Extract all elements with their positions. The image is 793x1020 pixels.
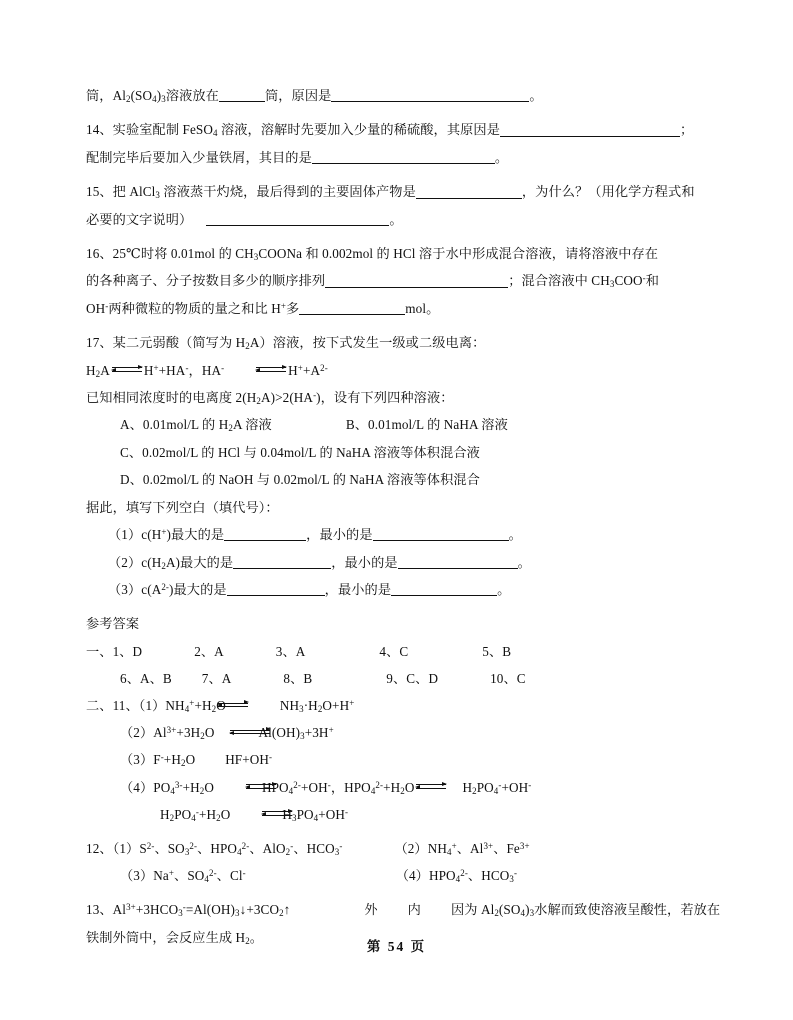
ans11-4a: （4）PO — [120, 779, 171, 795]
ans13-e: ↑ — [283, 902, 291, 918]
equilibrium-arrow-icon — [414, 780, 448, 793]
sub-2: 2 — [200, 731, 205, 742]
q17-b2-b: A)最大的是 — [165, 554, 234, 570]
ans12-2b: 、Al — [456, 840, 484, 856]
q17-option-c-text: C、0.02mol/L 的 HCl 与 0.04mol/L 的 NaHA 溶液等体积混合液 — [120, 444, 480, 460]
q17-stem-b: A）溶液，按下式发生一级或二级电离： — [249, 335, 486, 351]
sub-4: 4 — [170, 785, 175, 796]
sup-minus: - — [182, 902, 186, 913]
q16-text-e: COO — [614, 273, 643, 289]
q14-text-b: 溶液，溶解时先要加入少量的稀硫酸，其原因是 — [217, 122, 500, 138]
ans11-1e: ·H — [303, 697, 318, 713]
sup-minus: - — [313, 390, 317, 401]
ans11-4j: PO — [476, 779, 494, 795]
ans11-2c: O — [204, 725, 215, 741]
question-17-equations — [86, 357, 706, 384]
answer-3: 3、A — [275, 643, 306, 659]
ans11-5b: PO — [174, 806, 192, 822]
answers-row-6-10 — [86, 665, 706, 692]
sub-2: 2 — [285, 847, 291, 858]
sup-3-plus: 3+ — [519, 840, 530, 851]
equilibrium-arrow-icon — [254, 363, 288, 376]
question-17-blank-2 — [86, 549, 706, 576]
q16-text-c: 的各种离子、分子按数目多少的顺序排列 — [86, 273, 326, 289]
sub-4: 4 — [313, 812, 319, 823]
sup-2-minus: 2- — [293, 779, 301, 790]
question-14-line2 — [86, 144, 706, 171]
ans13-j: 铁制外筒中，会反应生成 H — [86, 929, 246, 945]
sub-3: 3 — [253, 252, 259, 263]
sub-3: 3 — [299, 704, 304, 715]
sup-3-minus: 3- — [174, 779, 183, 790]
ans11-4c: O — [204, 779, 214, 795]
q17-option-a-text-b: A 溶液 — [232, 417, 272, 433]
sub-3: 3 — [509, 874, 514, 885]
answer-11-part5 — [86, 801, 706, 828]
sup-2-minus: 2- — [161, 581, 170, 592]
ans12-3a: （3）Na — [120, 868, 169, 884]
question-16-line1 — [86, 240, 706, 267]
sup-2-minus: 2- — [375, 779, 384, 790]
question-17-stem — [86, 329, 706, 356]
sup-plus: + — [297, 362, 303, 373]
q17-option-d-text: D、0.02mol/L 的 NaOH 与 0.02mol/L 的 NaHA 溶液等体积混合 — [120, 472, 480, 488]
ans11-4d: HPO — [261, 779, 289, 795]
ans11-4k: +OH — [501, 779, 529, 795]
page-content — [86, 82, 721, 951]
q14-period: 。 — [494, 149, 509, 165]
q15-text-d: 必要的文字说明） — [86, 211, 193, 227]
sup-minus: - — [339, 840, 343, 851]
sup-3-plus: 3+ — [483, 840, 494, 851]
sup-2-minus: 2- — [146, 840, 155, 851]
sub-4: 4 — [446, 847, 452, 858]
q17-b1-period: 。 — [508, 527, 522, 543]
q15-period: 。 — [389, 211, 403, 227]
sub-2: 2 — [494, 908, 499, 919]
equilibrium-arrow-icon — [244, 780, 278, 793]
q16-text-h: 两种微粒的物质的量之和比 H — [108, 300, 281, 316]
answer-11-part1 — [86, 692, 706, 719]
blank-field[interactable] — [219, 89, 265, 103]
page-footer — [0, 935, 793, 955]
q17-b2-period: 。 — [517, 554, 531, 570]
sup-minus: - — [269, 752, 273, 763]
sub-2: 2 — [125, 94, 131, 105]
answer-4: 4、C — [379, 643, 409, 659]
sub-2: 2 — [216, 812, 221, 823]
ans12-1e: 、HCO — [293, 840, 335, 856]
answers-title — [86, 610, 706, 637]
ans11-5e: H — [282, 806, 292, 822]
sup-minus: - — [528, 779, 532, 790]
ans12-4a: （4）HPO — [395, 868, 456, 884]
sub-4: 4 — [520, 908, 526, 919]
sup-minus: - — [242, 868, 246, 879]
ans11-3c: O — [185, 752, 196, 768]
ans13-i: 水解而致使溶液呈酸性，若放在 — [534, 902, 721, 918]
q16-text-i: 多 — [286, 300, 300, 316]
ans11-3b: +H — [163, 752, 181, 768]
answer-5: 5、B — [482, 643, 512, 659]
q13-text-c: 筒，原因是 — [264, 88, 332, 103]
answer-11-part4 — [86, 774, 706, 801]
sub-4: 4 — [455, 874, 461, 885]
sub-2: 2 — [228, 423, 233, 434]
sup-minus: - — [327, 779, 331, 790]
question-17-option-a-b — [86, 411, 706, 438]
ans13-a: 13、Al — [86, 902, 127, 918]
q17-b3-c: ，最小的是 — [324, 581, 392, 597]
equilibrium-arrow-icon — [110, 363, 144, 376]
ans12-2a: （2）NH — [394, 840, 447, 856]
question-17-blank-1 — [86, 521, 706, 548]
sup-plus: + — [328, 725, 334, 736]
sub-3: 3 — [291, 812, 297, 823]
blank-field[interactable] — [500, 123, 680, 137]
ans11-4e: +OH — [300, 779, 328, 795]
ans11-3a: （3）F — [120, 752, 161, 768]
question-16-line3 — [86, 295, 706, 322]
ans12-2c: 、Fe — [493, 840, 520, 856]
ans11-4i: H — [462, 779, 473, 795]
q17-eq-f: H — [288, 362, 298, 378]
question-15-line1 — [86, 178, 706, 205]
sub-4: 4 — [212, 128, 218, 139]
sup-minus: - — [195, 806, 199, 817]
ans11-head: 二、11、（1）NH — [86, 697, 185, 713]
q17-b1-a: （1）c(H — [108, 527, 162, 543]
page-number-label: 第 54 页 — [366, 939, 427, 954]
blank-field[interactable] — [224, 528, 306, 542]
ans11-5c: +H — [198, 806, 217, 822]
question-16-line2 — [86, 267, 706, 294]
question-17-option-c — [86, 439, 706, 466]
q17-known-a: 已知相同浓度时的电离度 2(H — [86, 390, 257, 406]
ans11-3d: HF+OH — [225, 752, 270, 768]
ans13-b: +3HCO — [135, 902, 179, 918]
question-17-blank-3 — [86, 576, 706, 603]
sup-plus: + — [451, 840, 457, 851]
question-17-known — [86, 384, 706, 411]
ans11-2d: Al(OH) — [258, 725, 301, 741]
sup-minus: - — [160, 752, 164, 763]
blank-field[interactable] — [299, 302, 405, 316]
ans11-1c: O — [216, 697, 226, 713]
q17-eq-d: +HA — [158, 362, 186, 378]
q17-b2-c: ，最小的是 — [331, 554, 398, 570]
ans12-4b: 、HCO — [467, 868, 510, 884]
answer-1: 一、1、D — [86, 643, 143, 659]
q17-b1-c: ，最小的是 — [306, 527, 373, 543]
sup-plus: + — [349, 697, 355, 708]
ans11-1b: +H — [194, 697, 212, 713]
ans13-g: (SO — [498, 902, 521, 918]
sup-3-plus: 3+ — [126, 902, 136, 913]
q17-eq-c: H — [143, 362, 154, 378]
answer-9: 9、C、D — [386, 670, 439, 686]
ans11-2a: （2）Al — [120, 725, 167, 741]
sup-minus: - — [642, 273, 646, 284]
ans11-4f: ，HPO — [330, 779, 371, 795]
equilibrium-arrow-icon — [228, 726, 272, 739]
sub-4: 4 — [288, 785, 294, 796]
sub-2: 2 — [199, 785, 205, 796]
q17-b3-a: （3）c(A — [108, 581, 162, 597]
q15-text-b: 溶液蒸干灼烧，最后得到的主要固体产物是 — [160, 184, 416, 200]
q14-semicolon: ； — [680, 122, 694, 138]
sup-minus: - — [185, 362, 189, 373]
answer-11-part2 — [86, 719, 706, 746]
answer-12-line2 — [86, 862, 706, 889]
sub-3: 3 — [235, 908, 240, 919]
question-17-option-d — [86, 466, 706, 493]
q15-text-c: ，为什么？（用化学方程式和 — [521, 184, 695, 200]
question-14-line1 — [86, 116, 706, 143]
q17-option-a-text: A、0.01mol/L 的 H — [120, 417, 229, 433]
sup-minus: - — [105, 300, 109, 311]
sup-minus: - — [290, 840, 294, 851]
ans13-k: 。 — [249, 929, 264, 945]
blank-field[interactable] — [227, 583, 325, 597]
sub-2: 2 — [279, 908, 284, 919]
blank-field[interactable] — [325, 274, 508, 288]
blank-field[interactable] — [233, 555, 331, 569]
q13-period: 。 — [529, 88, 543, 103]
ans11-5d: O — [220, 806, 231, 822]
blank-field[interactable] — [416, 185, 522, 199]
q14-text-c: 配制完毕后要加入少量铁屑，其目的是 — [86, 149, 312, 165]
q16-text-g: OH — [86, 300, 106, 316]
q17-instruction-text: 据此，填写下列空白（填代号）： — [86, 499, 279, 515]
ans11-1d: NH — [279, 697, 300, 713]
sup-plus: + — [161, 527, 167, 538]
answer-12-line1 — [86, 835, 706, 862]
blank-field[interactable] — [312, 151, 495, 165]
sup-minus: - — [513, 868, 518, 879]
ans12-1b: 、SO — [154, 840, 185, 856]
sub-2: 2 — [245, 935, 250, 946]
ans11-2b: +3H — [176, 725, 201, 741]
ans11-4g: +H — [383, 779, 401, 795]
q16-text-f: 和 — [645, 273, 659, 289]
q13-text-a: 筒， — [86, 88, 113, 103]
ans11-5a: H — [160, 806, 170, 822]
sub-2: 2 — [317, 704, 323, 715]
sub-3: 3 — [300, 731, 305, 742]
sub-4: 4 — [184, 704, 190, 715]
sup-plus: + — [189, 697, 195, 708]
blank-field[interactable] — [331, 89, 529, 103]
q17-eq-g: +A — [302, 362, 321, 378]
ans13-f: 因为 Al — [450, 902, 495, 918]
sup-plus: + — [168, 868, 175, 879]
q17-known-b: A)>2(HA — [260, 390, 314, 406]
ans12-1c: 、HPO — [197, 840, 238, 856]
q17-b1-b: )最大的是 — [166, 527, 225, 543]
sup-minus: - — [345, 806, 349, 817]
sup-minus: - — [221, 362, 225, 373]
ans11-1f: O+H — [322, 697, 350, 713]
sub-2: 2 — [169, 812, 175, 823]
q17-option-b-text: B、0.01mol/L 的 NaHA 溶液 — [345, 417, 508, 433]
sub-3: 3 — [184, 847, 190, 858]
q14-text-a: 14、实验室配制 FeSO — [86, 122, 213, 138]
answer-11-part3 — [86, 746, 706, 773]
q16-text-j: mol。 — [405, 300, 440, 316]
sub-2: 2 — [256, 396, 261, 407]
sup-plus: + — [153, 362, 159, 373]
sub-4: 4 — [370, 785, 376, 796]
ans11-5g: +OH — [318, 806, 346, 822]
sub-2: 2 — [180, 758, 186, 769]
sub-2: 2 — [161, 560, 166, 571]
q16-text-d: ；混合溶液中 CH — [508, 273, 610, 289]
q17-b3-b: )最大的是 — [169, 581, 227, 597]
sub-2: 2 — [472, 785, 477, 796]
ans12-3c: 、Cl — [216, 868, 243, 884]
ans13-c: =Al(OH) — [185, 902, 236, 918]
sub-2: 2 — [211, 704, 217, 715]
ans13-d: ↓+3CO — [239, 902, 280, 918]
sub-3: 3 — [529, 908, 535, 919]
q17-stem-a: 17、某二元弱酸（简写为 H — [86, 335, 246, 351]
ans11-4h: O — [404, 779, 415, 795]
q17-b2-a: （2）c(H — [108, 554, 162, 570]
sub-4: 4 — [237, 847, 242, 858]
sub-2: 2 — [400, 785, 405, 796]
question-13-continuation: 筒，$Al_2(SO_4)_3$溶液放在 筒，原因是 。 — [86, 88, 543, 105]
blank-field[interactable] — [398, 555, 518, 569]
sup-minus: - — [498, 779, 502, 790]
sup-3-plus: 3+ — [166, 725, 177, 736]
sup-plus: + — [280, 300, 286, 311]
q17-eq-b: A — [100, 362, 110, 378]
answer-10: 10、C — [490, 670, 526, 686]
blank-field[interactable] — [373, 528, 509, 542]
answer-7: 7、A — [201, 670, 232, 686]
ans13-wai: 外 — [364, 902, 378, 918]
sup-2-minus: 2- — [460, 868, 468, 879]
q16-text-b: COONa 和 0.002mol 的 HCl 溶于水中形成混合溶液，请将溶液中存在 — [258, 246, 659, 262]
answers-section — [86, 610, 721, 950]
sub-3: 3 — [155, 190, 161, 201]
blank-field[interactable] — [391, 583, 497, 597]
sub-4: 4 — [493, 785, 499, 796]
q13-text-b: 溶液放在 — [165, 88, 219, 103]
ans12-3b: 、SO — [174, 868, 205, 884]
sup-2-minus: 2- — [241, 840, 250, 851]
sup-2-minus: 2- — [189, 840, 198, 851]
sub-3: 3 — [609, 279, 615, 290]
equilibrium-arrow-icon — [216, 698, 250, 711]
q17-b3-period: 。 — [497, 581, 511, 597]
sub-2: 2 — [95, 368, 101, 379]
question-17-instruction — [86, 494, 706, 521]
equilibrium-arrow-icon — [260, 807, 294, 820]
sub-3: 3 — [178, 908, 183, 919]
blank-field[interactable] — [206, 212, 389, 226]
q17-known-c: )，设有下列四种溶液： — [316, 390, 454, 406]
ans11-4b: +H — [182, 779, 200, 795]
answer-13-line1 — [86, 896, 721, 923]
sub-3: 3 — [161, 94, 166, 105]
ans13-h: ) — [525, 902, 530, 918]
q15-text-a: 15、把 AlCl — [86, 184, 156, 200]
answers-title-text: 参考答案 — [86, 616, 140, 632]
question-15-line2 — [86, 206, 706, 233]
q17-eq-e: ，HA — [188, 362, 222, 378]
ans12-head: 12、（1）S — [86, 840, 147, 856]
answer-6: 6、A、B — [120, 670, 172, 686]
sub-4: 4 — [191, 812, 196, 823]
sup-2-minus: 2- — [208, 868, 217, 879]
ans11-5f: PO — [296, 806, 314, 822]
q17-eq-a: H — [86, 362, 96, 378]
sub-2: 2 — [245, 341, 250, 352]
ans12-1d: 、AlO — [249, 840, 286, 856]
answer-2: 2、A — [194, 643, 224, 659]
ans13-nei: 内 — [407, 902, 421, 918]
answer-8: 8、B — [283, 670, 313, 686]
sup-2-minus: 2- — [320, 362, 328, 373]
answers-row-1-5 — [86, 638, 706, 665]
q16-text-a: 16、25℃时将 0.01mol 的 CH — [86, 246, 254, 262]
sub-3: 3 — [334, 847, 340, 858]
ans11-2e: +3H — [304, 725, 329, 741]
sub-4: 4 — [204, 874, 209, 885]
sub-4: 4 — [152, 94, 157, 105]
